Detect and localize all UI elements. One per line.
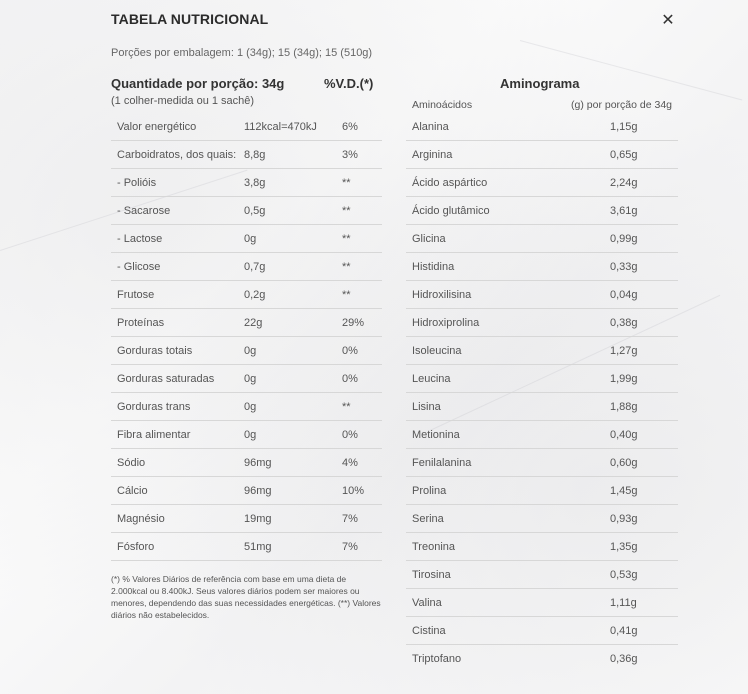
nutrient-amount: 0g <box>244 421 342 449</box>
nutrient-vd: 6% <box>342 113 382 141</box>
nutrient-amount: 51mg <box>244 533 342 561</box>
nutrient-amount: 0g <box>244 365 342 393</box>
grams-column-header: (g) por porção de 34g <box>571 99 672 111</box>
nutrient-name: Gorduras totais <box>111 337 244 365</box>
aminoacid-value: 0,53g <box>610 561 678 589</box>
table-row <box>406 645 678 673</box>
aminoacids-column-header: Aminoácidos <box>412 99 473 111</box>
table-row <box>111 113 382 141</box>
nutrient-amount: 8,8g <box>244 141 342 169</box>
aminoacid-name: Cistina <box>406 617 610 645</box>
aminoacid-value: 0,93g <box>610 505 678 533</box>
nutrient-vd: 10% <box>342 477 382 505</box>
nutrient-amount: 3,8g <box>244 169 342 197</box>
aminoacid-name: Alanina <box>406 113 610 141</box>
nutrient-name: Gorduras trans <box>111 393 244 421</box>
aminoacid-value: 0,36g <box>610 652 638 665</box>
table-row <box>111 253 382 281</box>
nutrient-vd: ** <box>342 393 382 421</box>
aminoacid-value: 3,61g <box>610 197 678 225</box>
nutrient-amount: 0g <box>244 225 342 253</box>
table-row <box>406 477 678 505</box>
aminoacid-name: Metionina <box>406 421 610 449</box>
nutrient-amount: 96mg <box>244 449 342 477</box>
nutrient-vd: 0% <box>342 365 382 393</box>
table-row <box>406 589 678 617</box>
nutrition-header <box>111 76 381 107</box>
table-row <box>406 197 678 225</box>
nutrient-name: Valor energético <box>111 113 244 141</box>
nutrient-name: Fósforo <box>111 533 244 561</box>
servings-text: Porções por embalagem: 1 (34g); 15 (34g); 15 (510g) <box>111 47 373 59</box>
nutrient-amount: 0g <box>244 337 342 365</box>
aminoacid-name: Lisina <box>406 393 610 421</box>
table-row <box>406 141 678 169</box>
aminoacid-value: 0,99g <box>610 225 678 253</box>
table-row <box>111 309 382 337</box>
aminoacid-value: 1,88g <box>610 393 678 421</box>
table-row <box>406 533 678 561</box>
aminoacid-value: 0,60g <box>610 449 678 477</box>
marble-vein <box>520 40 742 100</box>
serving-heading: Quantidade por porção: 34g <box>111 76 285 91</box>
nutrient-name: - Polióis <box>111 169 244 197</box>
aminoacid-value: 0,38g <box>610 309 678 337</box>
table-row <box>406 393 678 421</box>
nutrient-vd: 7% <box>342 533 382 561</box>
nutrient-name: Frutose <box>111 281 244 309</box>
table-row <box>406 617 678 645</box>
table-row <box>111 337 382 365</box>
nutrient-name: Carboidratos, dos quais: <box>111 141 244 169</box>
table-row <box>111 281 382 309</box>
table-row <box>406 169 678 197</box>
aminoacid-name: Hidroxiprolina <box>406 309 610 337</box>
aminogram-table <box>406 113 678 672</box>
table-row <box>111 225 382 253</box>
nutrient-amount: 0,7g <box>244 253 342 281</box>
aminoacid-name: Treonina <box>406 533 610 561</box>
vd-heading: %V.D.(*) <box>324 76 374 91</box>
nutrient-vd: 7% <box>342 505 382 533</box>
aminoacid-value: 0,41g <box>610 617 678 645</box>
nutrient-vd: ** <box>342 225 382 253</box>
nutrient-name: - Lactose <box>111 225 244 253</box>
table-row <box>111 169 382 197</box>
nutrient-vd: 0% <box>342 337 382 365</box>
nutrient-vd: ** <box>342 197 382 225</box>
aminoacid-value: 1,35g <box>610 533 678 561</box>
table-row <box>111 421 382 449</box>
aminogram-title: Aminograma <box>500 76 580 91</box>
aminoacid-name: Glicina <box>406 225 610 253</box>
table-row <box>111 393 382 421</box>
nutrient-amount: 19mg <box>244 505 342 533</box>
aminoacid-name: Prolina <box>406 477 610 505</box>
nutrient-amount: 0,2g <box>244 281 342 309</box>
aminoacid-name: Histidina <box>406 253 610 281</box>
table-row <box>111 197 382 225</box>
table-row <box>406 561 678 589</box>
table-row <box>406 309 678 337</box>
nutrient-vd: ** <box>342 253 382 281</box>
aminoacid-name: Serina <box>406 505 610 533</box>
table-row <box>406 281 678 309</box>
nutrient-amount: 112kcal=470kJ <box>244 113 342 141</box>
nutrient-vd: 4% <box>342 449 382 477</box>
aminoacid-value: 1,15g <box>610 113 678 141</box>
table-row <box>406 421 678 449</box>
nutrient-amount: 0g <box>244 393 342 421</box>
aminoacid-name: Triptofano <box>412 652 462 665</box>
table-row <box>406 505 678 533</box>
aminoacid-name: Ácido aspártico <box>406 169 610 197</box>
nutrient-amount: 0,5g <box>244 197 342 225</box>
table-row <box>111 477 382 505</box>
table-row <box>406 253 678 281</box>
nutrient-name: Proteínas <box>111 309 244 337</box>
nutrient-vd: ** <box>342 169 382 197</box>
nutrient-vd: 29% <box>342 309 382 337</box>
table-row <box>406 365 678 393</box>
footnote: (*) % Valores Diários de referência com base em uma dieta de 2.000kcal ou 8.400kJ. Seus valores diários podem ser maiores ou menores, dependendo das suas necessidades energéticas. (**) Valores diários não estabelecidos. <box>111 574 381 620</box>
aminoacid-value: 0,65g <box>610 141 678 169</box>
aminoacid-name: Isoleucina <box>406 337 610 365</box>
nutrient-name: Gorduras saturadas <box>111 365 244 393</box>
aminoacid-name: Arginina <box>406 141 610 169</box>
nutrient-name: - Sacarose <box>111 197 244 225</box>
table-row <box>111 449 382 477</box>
aminoacid-name: Ácido glutâmico <box>406 197 610 225</box>
nutrient-amount: 22g <box>244 309 342 337</box>
aminoacid-value: 1,45g <box>610 477 678 505</box>
aminogram-header <box>412 99 678 111</box>
nutrient-vd: 0% <box>342 421 382 449</box>
nutrient-amount: 96mg <box>244 477 342 505</box>
aminoacid-value: 0,04g <box>610 281 678 309</box>
table-row <box>406 225 678 253</box>
nutrient-name: Sódio <box>111 449 244 477</box>
table-row <box>111 505 382 533</box>
aminoacid-value: 0,40g <box>610 421 678 449</box>
nutrient-vd: ** <box>342 281 382 309</box>
nutrition-table <box>111 113 382 561</box>
table-row <box>406 113 678 141</box>
aminoacid-name: Hidroxilisina <box>406 281 610 309</box>
table-row <box>111 365 382 393</box>
aminoacid-value: 1,11g <box>610 589 678 617</box>
nutrient-name: Fibra alimentar <box>111 421 244 449</box>
nutrient-name: Magnésio <box>111 505 244 533</box>
aminoacid-name: Tirosina <box>406 561 610 589</box>
aminoacid-name: Leucina <box>406 365 610 393</box>
nutrient-name: Cálcio <box>111 477 244 505</box>
page-title: TABELA NUTRICIONAL <box>111 11 269 27</box>
aminoacid-value: 0,33g <box>610 253 678 281</box>
nutrient-name: - Glicose <box>111 253 244 281</box>
aminoacid-name: Valina <box>406 589 610 617</box>
table-row <box>111 533 382 561</box>
table-row <box>111 141 382 169</box>
table-row <box>406 337 678 365</box>
table-row <box>406 449 678 477</box>
aminoacid-value: 2,24g <box>610 169 678 197</box>
serving-subheading: (1 colher-medida ou 1 sachê) <box>111 95 255 107</box>
aminoacid-value: 1,27g <box>610 337 678 365</box>
nutrient-vd: 3% <box>342 141 382 169</box>
close-icon[interactable]: ✕ <box>661 12 675 29</box>
aminoacid-name: Fenilalanina <box>406 449 610 477</box>
aminoacid-value: 1,99g <box>610 365 678 393</box>
